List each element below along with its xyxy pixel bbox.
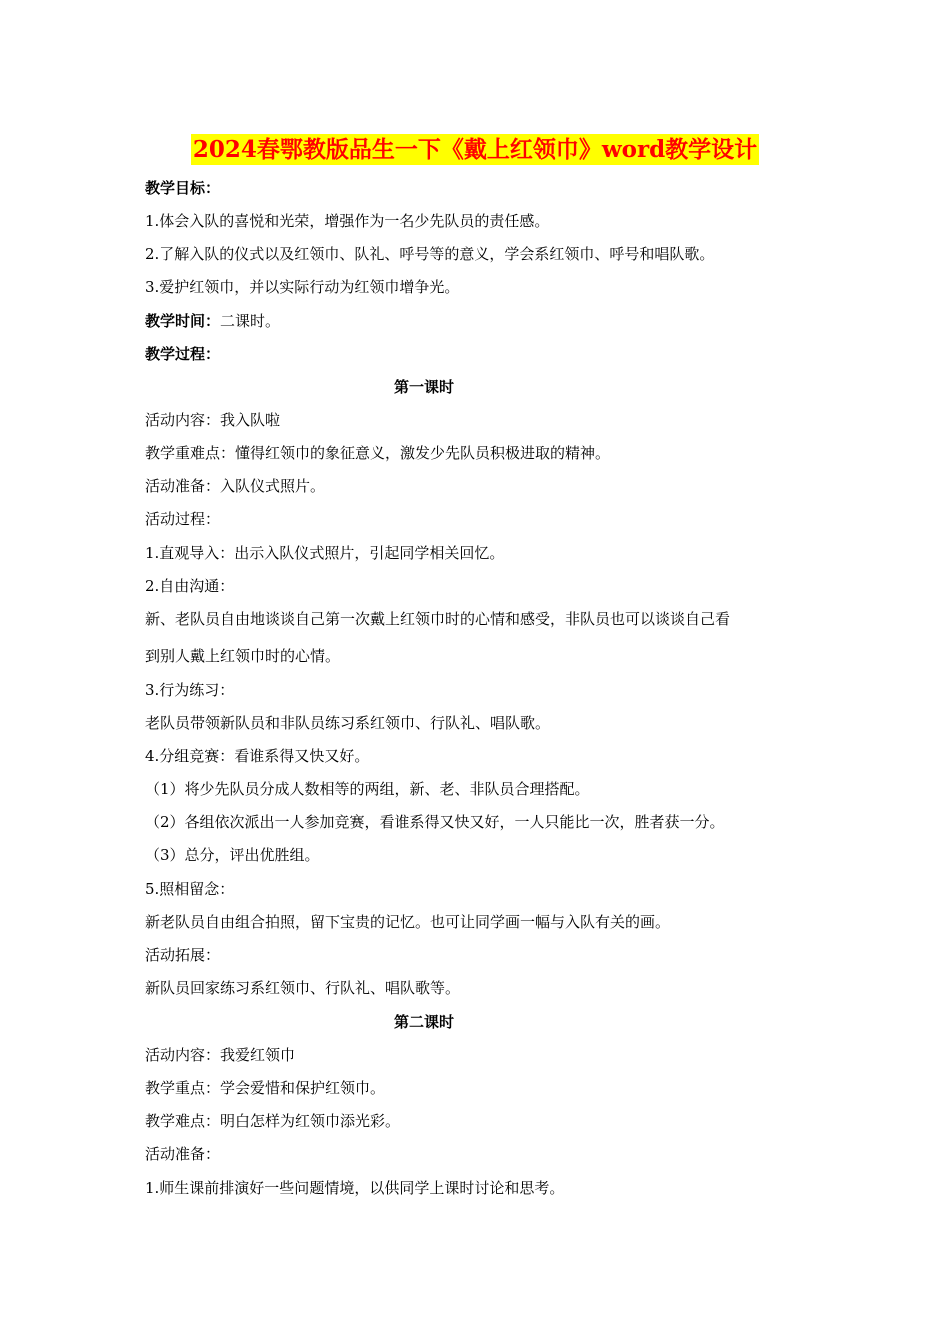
- lesson1-key-points: 教学重难点：懂得红领巾的象征意义，激发少先队员积极进取的精神。: [145, 444, 611, 462]
- lesson2-heading: 第二课时: [393, 1013, 454, 1031]
- title-container: [0, 134, 950, 165]
- lesson2-preparation-label: 活动准备：: [145, 1145, 221, 1163]
- lesson1-step-text: 到别人戴上红领巾时的心情。: [145, 647, 341, 665]
- lesson1-content: 活动内容：我入队啦: [145, 411, 281, 429]
- lesson1-heading: 第一课时: [393, 378, 454, 396]
- objective-item: 2.了解入队的仪式以及红领巾、队礼、呼号等的意义，学会系红领巾、呼号和唱队歌。: [145, 245, 715, 263]
- lesson1-extension-text: 新队员回家练习系红领巾、行队礼、唱队歌等。: [145, 979, 461, 997]
- lesson1-step: 2.自由沟通：: [145, 577, 235, 595]
- objectives-heading: 教学目标：: [145, 179, 221, 197]
- teaching-time-value: 二课时。: [220, 312, 281, 330]
- lesson1-preparation: 活动准备：入队仪式照片。: [145, 477, 326, 495]
- lesson2-prep-item: 1.师生课前排演好一些问题情境，以供同学上课时讨论和思考。: [145, 1179, 565, 1197]
- lesson1-step: 1.直观导入：出示入队仪式照片，引起同学相关回忆。: [145, 544, 505, 562]
- lesson1-substep: （2）各组依次派出一人参加竞赛，看谁系得又快又好，一人只能比一次，胜者获一分。: [145, 813, 725, 831]
- lesson2-difficulty: 教学难点：明白怎样为红领巾添光彩。: [145, 1112, 401, 1130]
- lesson1-step: 3.行为练习：: [145, 681, 235, 699]
- objective-item: 3.爱护红领巾，并以实际行动为红领巾增争光。: [145, 278, 460, 296]
- teaching-time-label: 教学时间：: [145, 312, 221, 330]
- process-heading: 教学过程：: [145, 345, 221, 363]
- lesson1-substep: （3）总分，评出优胜组。: [145, 846, 320, 864]
- lesson1-step: 5.照相留念：: [145, 880, 235, 898]
- lesson1-extension-label: 活动拓展：: [145, 946, 221, 964]
- lesson2-content: 活动内容：我爱红领巾: [145, 1046, 296, 1064]
- teaching-time: [145, 311, 810, 331]
- lesson1-process-label: 活动过程：: [145, 510, 221, 528]
- lesson1-step-text: 新老队员自由组合拍照，留下宝贵的记忆。也可让同学画一幅与入队有关的画。: [145, 913, 671, 931]
- document-title: 2024春鄂教版品生一下《戴上红领巾》word教学设计: [192, 136, 758, 163]
- objective-item: 1.体会入队的喜悦和光荣，增强作为一名少先队员的责任感。: [145, 212, 550, 230]
- lesson1-step-text: 老队员带领新队员和非队员练习系红领巾、行队礼、唱队歌。: [145, 714, 551, 732]
- lesson1-step-text: 新、老队员自由地谈谈自己第一次戴上红领巾时的心情和感受，非队员也可以谈谈自己看: [145, 610, 731, 628]
- lesson1-substep: （1）将少先队员分成人数相等的两组，新、老、非队员合理搭配。: [145, 780, 590, 798]
- lesson1-step: 4.分组竞赛：看谁系得又快又好。: [145, 747, 370, 765]
- lesson2-key-point: 教学重点：学会爱惜和保护红领巾。: [145, 1079, 386, 1097]
